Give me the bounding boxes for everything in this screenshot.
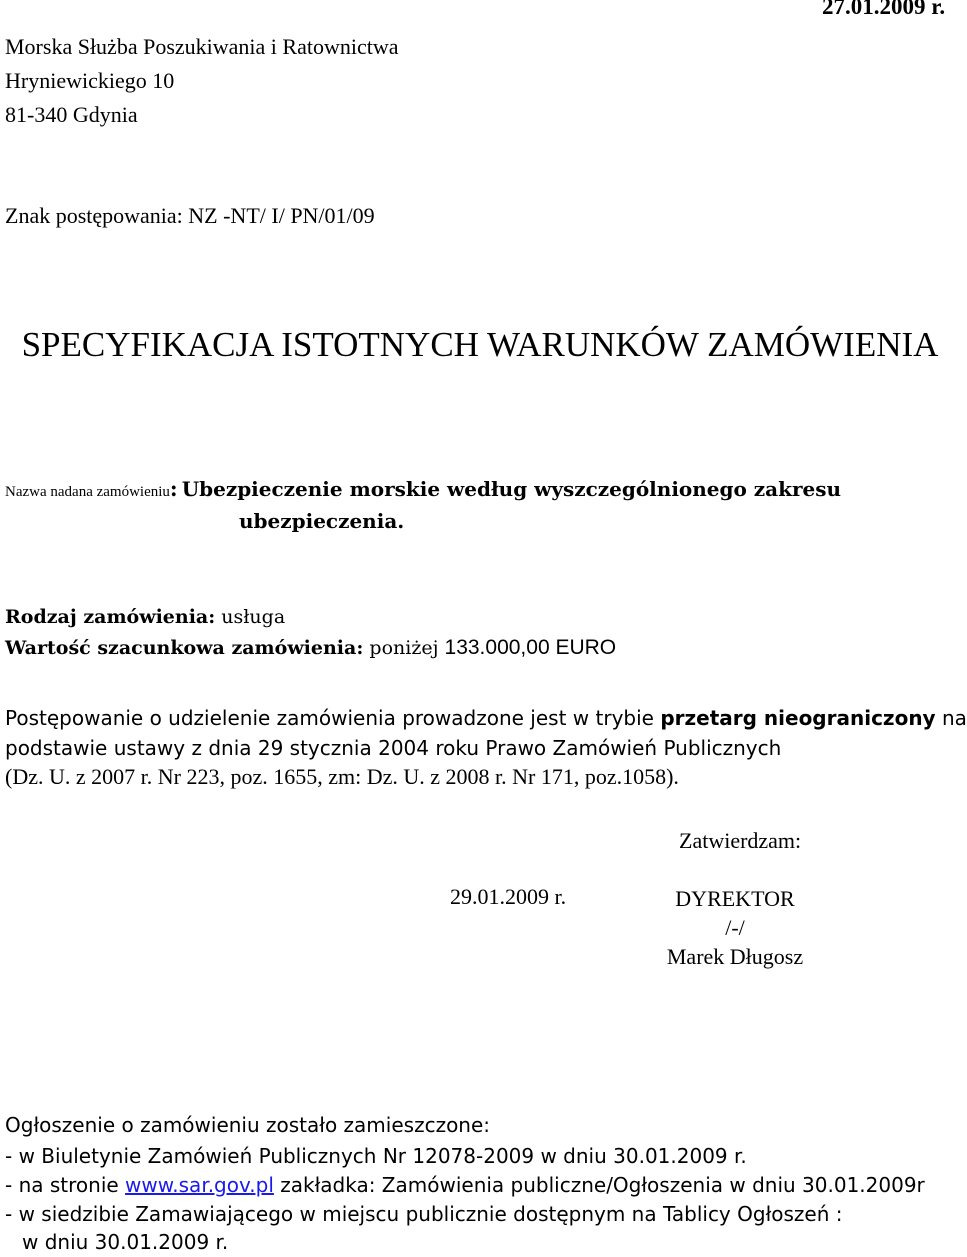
order-name-colon: : bbox=[169, 476, 178, 501]
org-name: Morska Służba Poszukiwania i Ratownictwa bbox=[5, 34, 399, 59]
order-kind-label: Rodzaj zamówienia: bbox=[5, 606, 216, 628]
procedure-line-3: (Dz. U. z 2007 r. Nr 223, poz. 1655, zm: Dz. U. z 2008 r. Nr 171, poz.1058). bbox=[5, 764, 679, 789]
publication-item-website bbox=[5, 1171, 925, 1200]
publication-heading: Ogłoszenie o zamówieniu zostało zamieszczone: bbox=[5, 1113, 491, 1137]
publication-item-notice-board: - w siedzibie Zamawiającego w miejscu publicznie dostępnym na Tablicy Ogłoszeń : bbox=[5, 1202, 843, 1226]
sender-address bbox=[5, 30, 399, 132]
website-suffix: zakładka: Zamówienia publiczne/Ogłoszenia w dniu 30.01.2009r bbox=[280, 1173, 925, 1197]
order-value-amount: 133.000,00 EURO bbox=[444, 636, 617, 659]
procedure-text-b: na bbox=[941, 706, 967, 730]
order-value bbox=[5, 636, 616, 660]
order-name-value: Ubezpieczenie morskie według wyszczególnionego zakresu bbox=[181, 477, 842, 501]
order-kind bbox=[5, 606, 285, 628]
postal-city: 81-340 Gdynia bbox=[5, 102, 138, 127]
approval-date: 29.01.2009 r. bbox=[450, 884, 567, 909]
order-name-label: Nazwa nadana zamówieniu bbox=[5, 484, 170, 500]
publication-item-notice-board-date: w dniu 30.01.2009 r. bbox=[22, 1230, 229, 1254]
procedure-mode: przetarg nieograniczony bbox=[660, 706, 936, 730]
approval-label: Zatwierdzam: bbox=[679, 828, 802, 853]
document-title: SPECYFIKACJA ISTOTNYCH WARUNKÓW ZAMÓWIENIA bbox=[21, 325, 939, 364]
director-name: Marek Długosz bbox=[666, 944, 804, 969]
publication-item-bzp: - w Biuletynie Zamówień Publicznych Nr 12078-2009 w dniu 30.01.2009 r. bbox=[5, 1144, 747, 1168]
procedure-text-a: Postępowanie o udzielenie zamówienia prowadzone jest w trybie bbox=[5, 706, 654, 730]
procedure-line-1 bbox=[5, 704, 967, 733]
order-value-label: Wartość szacunkowa zamówienia: bbox=[5, 637, 364, 659]
order-name-line bbox=[5, 476, 841, 501]
website-prefix: - na stronie bbox=[5, 1173, 119, 1197]
director-title: DYREKTOR bbox=[675, 886, 795, 911]
street-address: Hryniewickiego 10 bbox=[5, 68, 175, 93]
order-value-prefix: poniżej bbox=[369, 637, 439, 659]
signature-block bbox=[640, 884, 830, 971]
procedure-line-2: podstawie ustawy z dnia 29 stycznia 2004 roku Prawo Zamówień Publicznych bbox=[5, 736, 782, 760]
signature-mark: /-/ bbox=[725, 915, 745, 940]
order-name-value-cont: ubezpieczenia. bbox=[239, 509, 405, 533]
website-link[interactable]: www.sar.gov.pl bbox=[125, 1173, 274, 1197]
document-date: 27.01.2009 r. bbox=[822, 0, 946, 19]
order-kind-value: usługa bbox=[221, 606, 286, 628]
case-number: Znak postępowania: NZ -NT/ I/ PN/01/09 bbox=[5, 203, 375, 228]
